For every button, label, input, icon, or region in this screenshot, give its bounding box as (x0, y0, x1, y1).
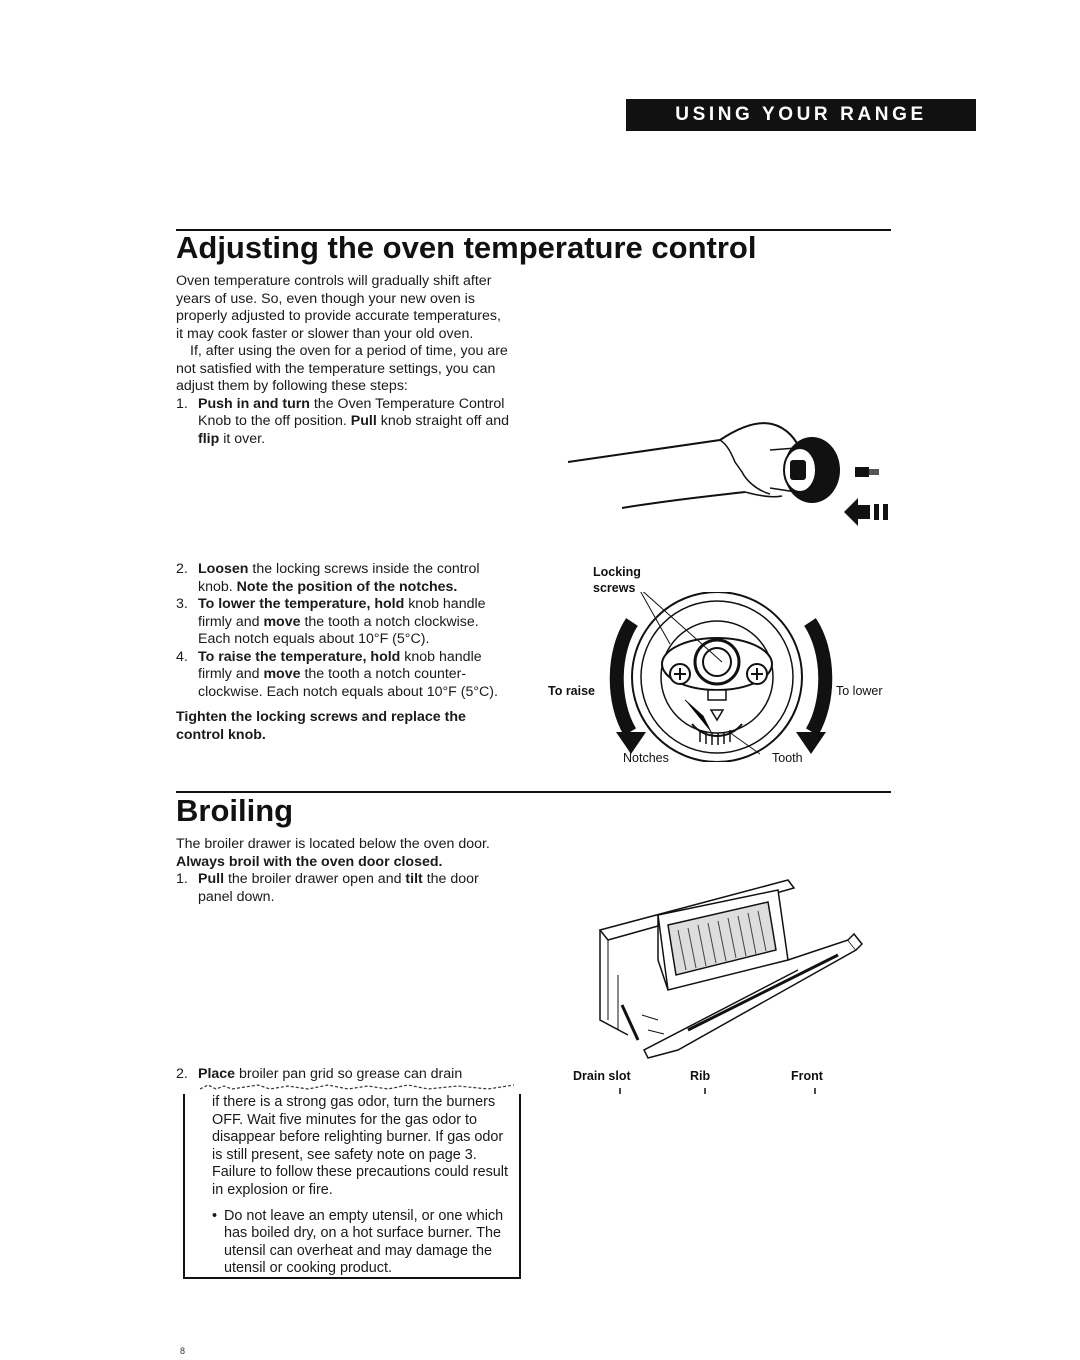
step-text: broiler pan grid so grease can drain (235, 1066, 463, 1082)
step-bold: Place (198, 1066, 236, 1082)
gas-odor-warning: if there is a strong gas odor, turn the burners OFF. Wait five minutes for the gas odor to disappear before relighting burner. If gas odor is still present, see safety note on page 3. Failure to follow these precautions could result in explosion or fire. (212, 1094, 508, 1198)
step-bold: Pull (198, 871, 225, 887)
rib-label: Rib (690, 1069, 711, 1083)
step-bold: flip (198, 430, 220, 447)
step-number: 2. (176, 1066, 188, 1082)
empty-utensil-warning (212, 1208, 510, 1278)
broil-step-2 (176, 1066, 516, 1084)
step-text: the tooth a notch clockwise. Each notch equals about 10°F (5°C). (198, 613, 479, 647)
safety-warning-box (183, 1094, 521, 1279)
step-bold: To lower the temperature, hold (198, 596, 405, 612)
bullet-text: Do not leave an empty utensil, or one which has boiled dry, on a hot surface burner. The utensil can overheat and may damage the utensil or cooking product. (224, 1207, 504, 1277)
knob-adjustment-diagram (600, 592, 900, 762)
locking-label: Locking (593, 565, 641, 579)
step-bold: Pull (350, 413, 377, 429)
step-text: knob straight off and (376, 413, 510, 429)
step-text: the tooth a notch counter-clockwise. Each notch equals about 10°F (5°C). (198, 666, 498, 700)
step-3 (176, 596, 511, 649)
drain-slot-label: Drain slot (573, 1069, 631, 1083)
broiling-title: Broiling (176, 793, 294, 828)
step-number: 2. (176, 561, 188, 577)
step-text: the Oven Temperature Control Knob to the off position. (198, 395, 505, 429)
adjusting-steps (176, 561, 511, 744)
step-2 (176, 561, 511, 596)
warning-content (212, 1094, 510, 1278)
step-text: knob handle firmly and (198, 596, 486, 630)
broil-step-1 (176, 871, 511, 906)
step-number: 1. (176, 871, 188, 887)
broiling-intro (176, 836, 511, 906)
closing-instruction (176, 709, 511, 744)
intro-bold: Always broil with the oven door closed. (176, 853, 443, 870)
step-bold: tilt (405, 871, 423, 887)
screws-label: screws (593, 581, 636, 595)
bullet-mark: • (212, 1207, 218, 1224)
knob-removal-illustration (560, 400, 910, 550)
step-1 (176, 396, 511, 449)
broiler-drawer-illustration (598, 870, 868, 1060)
intro-paragraph-2: If, after using the oven for a period of time, you are not satisfied with the temperature settings, you can adjust them by following these steps: (176, 343, 508, 394)
intro-paragraph-1: Oven temperature controls will gradually shift after years of use. So, even though your new oven is properly adjusted to provide accurate temperatures, it may cook faster or slower than your old oven. (176, 273, 501, 342)
broil-step-2-block (176, 1066, 516, 1084)
step-bold: Push in and turn (198, 395, 310, 412)
to-raise-label: To raise (548, 684, 596, 698)
step-text: the broiler drawer open and (224, 871, 406, 887)
broiling-intro-paragraph (176, 836, 511, 871)
front-label: Front (791, 1069, 823, 1083)
step-number: 1. (176, 395, 188, 412)
step-text: knob handle firmly and (198, 648, 482, 682)
step-text: the door panel down. (198, 871, 479, 905)
adjusting-intro (176, 273, 511, 448)
step-bold: Note the position of the notches. (236, 578, 458, 595)
step-bold: move (263, 613, 301, 630)
step-text: it over. (219, 430, 266, 447)
tooth-label: Tooth (772, 751, 803, 765)
closing-bold: Tighten the locking screws and replace the control knob. (176, 709, 466, 743)
notches-label: Notches (623, 751, 669, 765)
section-header: USING YOUR RANGE (626, 99, 976, 131)
step-number: 3. (176, 596, 188, 612)
page-number: 8 (180, 1346, 186, 1356)
step-bold: move (263, 666, 301, 682)
pan-label-ticks (600, 1086, 850, 1096)
adjusting-title: Adjusting the oven temperature control (176, 230, 757, 265)
step-bold: To raise the temperature, hold (198, 648, 401, 665)
step-bold: Loosen (198, 561, 249, 577)
intro-text: The broiler drawer is located below the oven door. (176, 836, 490, 852)
cut-off-text-line (198, 1083, 516, 1091)
step-text: the locking screws inside the control knob. (198, 561, 480, 595)
step-number: 4. (176, 648, 188, 665)
step-4 (176, 649, 511, 702)
to-lower-label: To lower (836, 684, 883, 698)
